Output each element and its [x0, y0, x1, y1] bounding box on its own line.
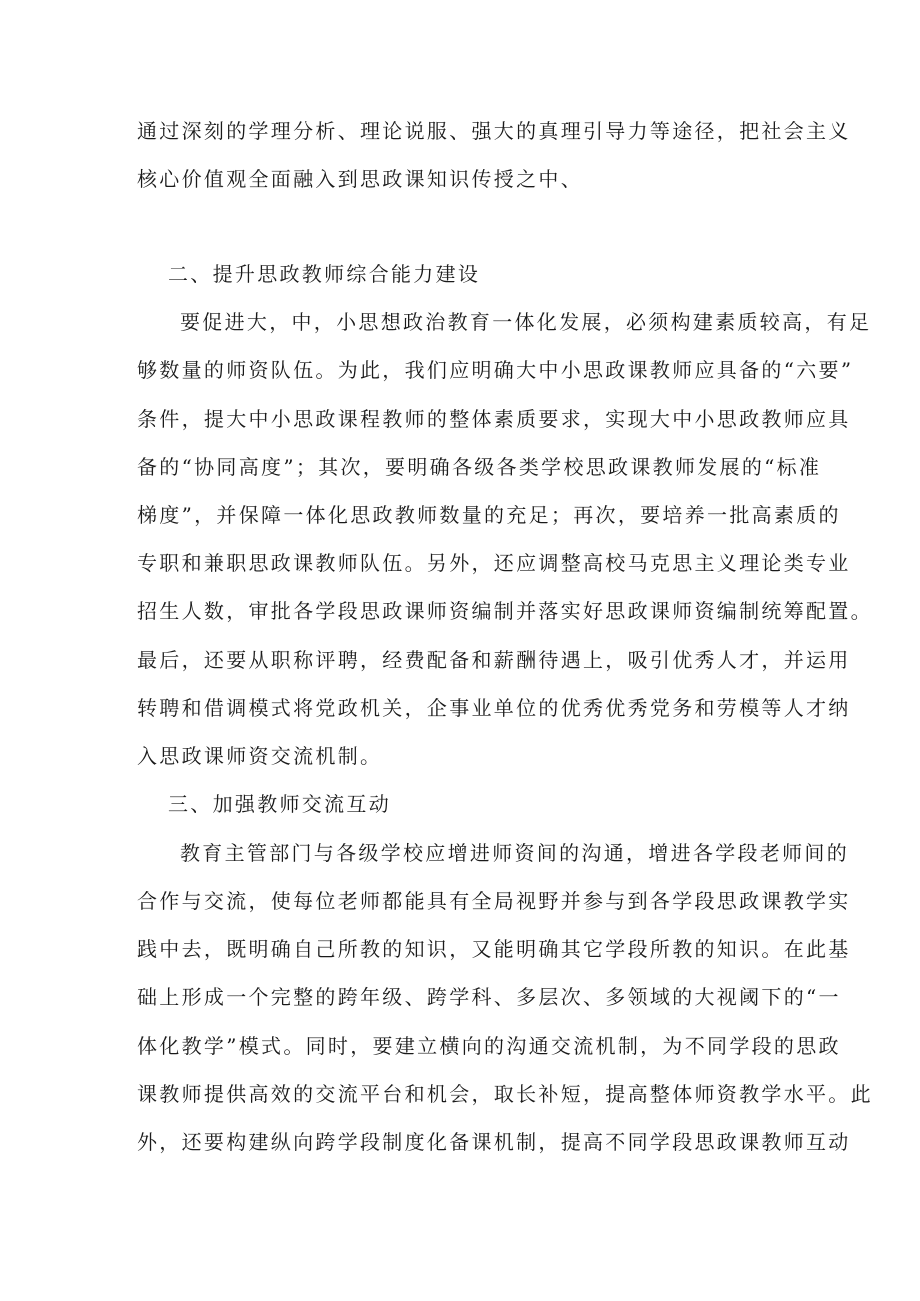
paragraph-line: 践中去，既明确自己所教的知识，又能明确其它学段所教的知识。在此基: [137, 937, 851, 961]
paragraph-line: 转聘和借调模式将党政机关，企事业单位的优秀优秀党务和劳模等人才纳: [137, 696, 851, 720]
paragraph-line: 入思政课师资交流机制。: [137, 744, 383, 768]
paragraph-line: 外，还要构建纵向跨学段制度化备课机制，提高不同学段思政课教师互动: [137, 1130, 851, 1154]
paragraph-line: 专职和兼职思政课教师队伍。另外，还应调整高校马克思主义理论类专业: [137, 551, 851, 575]
paragraph-line: 条件，提大中小思政课程教师的整体素质要求，实现大中小思政教师应具: [137, 407, 851, 431]
paragraph-line: 备的“协同高度”；其次，要明确各级各类学校思政课教师发展的“标准: [137, 455, 822, 479]
section-heading: 二、提升思政教师综合能力建设: [168, 262, 481, 286]
paragraph-line: 合作与交流，使每位老师都能具有全局视野并参与到各学段思政课教学实: [137, 889, 851, 913]
paragraph-line: 体化教学”模式。同时，要建立横向的沟通交流机制，为不同学段的思政: [137, 1034, 841, 1058]
paragraph-line: 通过深刻的学理分析、理论说服、强大的真理引导力等途径，把社会主义: [137, 119, 851, 143]
paragraph-line: 最后，还要从职称评聘，经费配备和薪酬待遇上，吸引优秀人才，并运用: [137, 648, 851, 672]
paragraph-line: 核心价值观全面融入到思政课知识传授之中、: [137, 167, 583, 191]
paragraph-line: 梯度”，并保障一体化思政教师数量的充足；再次，要培养一批高素质的: [137, 503, 841, 527]
paragraph-line: 础上形成一个完整的跨年级、跨学科、多层次、多领域的大视阈下的“一: [137, 985, 841, 1009]
section-heading: 三、加强教师交流互动: [168, 792, 391, 816]
paragraph-line: 够数量的师资队伍。为此，我们应明确大中小思政课教师应具备的“六要”: [137, 358, 854, 382]
paragraph-line: 课教师提供高效的交流平台和机会，取长补短，提高整体师资教学水平。此: [137, 1082, 873, 1106]
paragraph-line: 要促进大，中，小思想政治教育一体化发展，必须构建素质较高，有足: [180, 310, 872, 334]
paragraph-line: 教育主管部门与各级学校应增进师资间的沟通，增进各学段老师间的: [180, 841, 849, 865]
paragraph-line: 招生人数，审批各学段思政课师资编制并落实好思政课师资编制统筹配置。: [137, 599, 873, 623]
